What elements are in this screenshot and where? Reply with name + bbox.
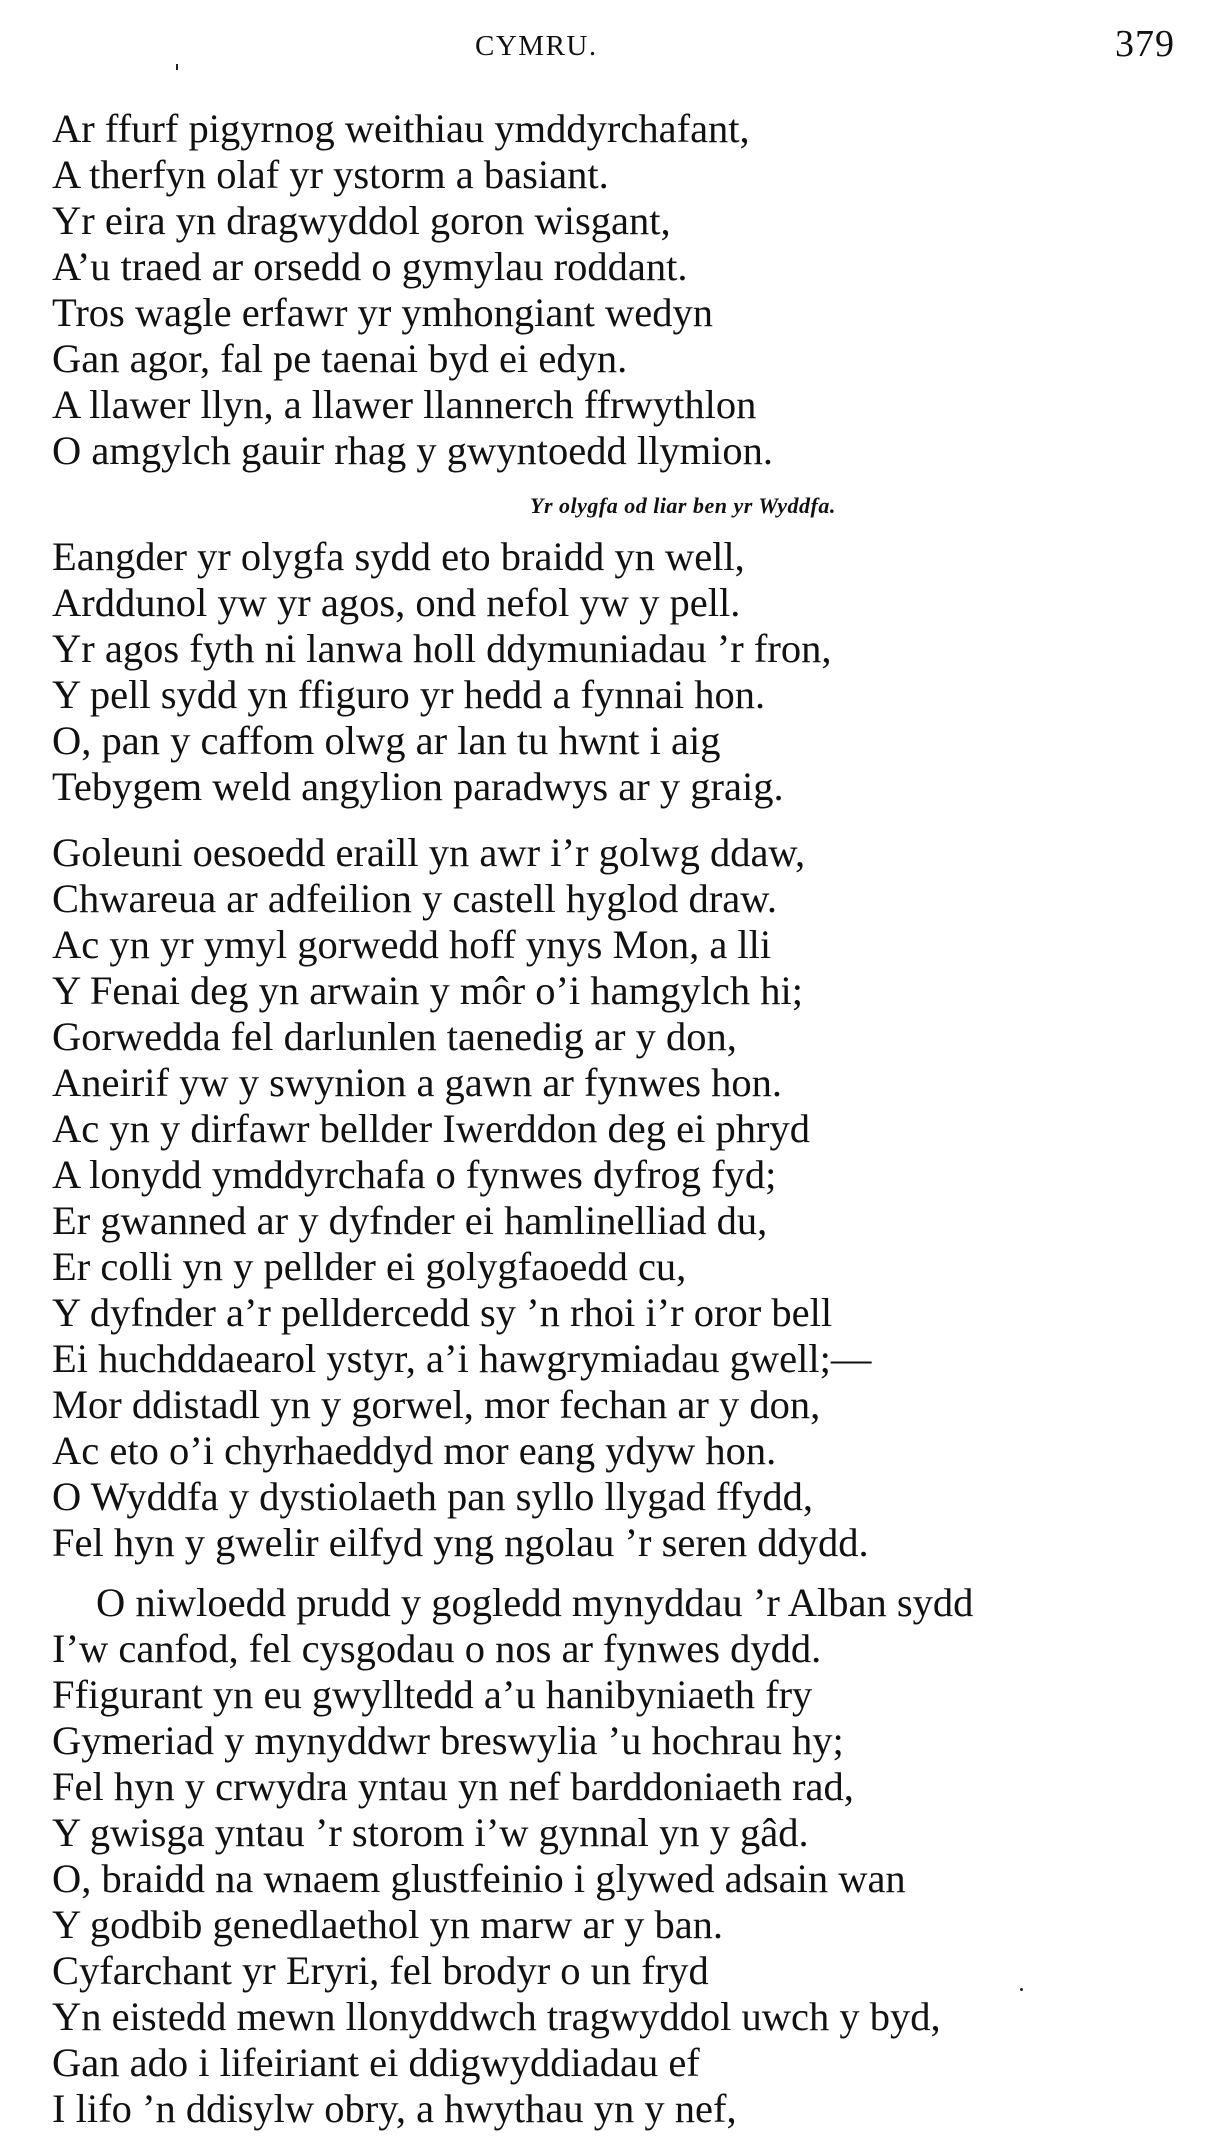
verse-line: Y pell sydd yn ffiguro yr hedd a fynnai hon. — [52, 672, 766, 717]
stanza — [52, 830, 1172, 1566]
verse-line: A llawer llyn, a llawer llannerch ffrwythlon — [52, 382, 757, 427]
verse-line: I lifo ’n ddisylw obry, a hwythau yn y nef, — [52, 2086, 737, 2131]
verse-line: I’w canfod, fel cysgodau o nos ar fynwes dydd. — [52, 1626, 822, 1671]
verse-line: Tebygem weld angylion paradwys ar y graig. — [52, 764, 784, 809]
verse-line: Gan agor, fal pe taenai byd ei edyn. — [52, 336, 628, 381]
verse-line: Y dyfnder a’r pelldercedd sy ’n rhoi i’r oror bell — [52, 1290, 833, 1335]
verse-line: Er colli yn y pellder ei golygfaoedd cu, — [52, 1244, 687, 1289]
verse-line: Cyfarchant yr Eryri, fel brodyr o un fryd — [52, 1948, 709, 1993]
stanza — [52, 106, 1172, 474]
verse-line: Aneirif yw y swynion a gawn ar fynwes hon. — [52, 1060, 782, 1105]
verse-line: Mor ddistadl yn y gorwel, mor fechan ar y don, — [52, 1382, 821, 1427]
verse-line: Tros wagle erfawr yr ymhongiant wedyn — [52, 290, 713, 335]
verse-line: Yn eistedd mewn llonyddwch tragwyddol uwch y byd, — [52, 1994, 941, 2039]
verse-line: Gymeriad y mynyddwr breswylia ’u hochrau hy; — [52, 1718, 844, 1763]
stanza — [52, 1580, 1172, 2132]
verse-line: O, pan y caffom olwg ar lan tu hwnt i aig — [52, 718, 721, 763]
verse-line: A lonydd ymddyrchafa o fynwes dyfrog fyd; — [52, 1152, 777, 1197]
verse-line: A therfyn olaf yr ystorm a basiant. — [52, 152, 609, 197]
verse-line: Gan ado i lifeiriant ei ddigwyddiadau ef — [52, 2040, 700, 2085]
verse-line: Yr agos fyth ni lanwa holl ddymuniadau ’r fron, — [52, 626, 832, 671]
stanza — [52, 534, 1172, 810]
verse-line: Y Fenai deg yn arwain y môr o’i hamgylch hi; — [52, 968, 803, 1013]
page-number: 379 — [1115, 23, 1175, 65]
verse-line: Ei huchddaearol ystyr, a’i hawgrymiadau gwell;— — [52, 1336, 872, 1381]
verse-line: Ac yn y dirfawr bellder Iwerddon deg ei phryd — [52, 1106, 810, 1151]
verse-line: Arddunol yw yr agos, ond nefol yw y pell. — [52, 580, 741, 625]
verse-line: O amgylch gauir rhag y gwyntoedd llymion. — [52, 428, 773, 473]
verse-line: Eangder yr olygfa sydd eto braidd yn well, — [52, 534, 745, 579]
verse-line: Goleuni oesoedd eraill yn awr i’r golwg ddaw, — [52, 830, 806, 875]
verse-line: Er gwanned ar y dyfnder ei hamlinelliad du, — [52, 1198, 768, 1243]
verse-line: Gorwedda fel darlunlen taenedig ar y don, — [52, 1014, 737, 1059]
print-speck — [176, 64, 178, 70]
verse-line: Ar ffurf pigyrnog weithiau ymddyrchafant, — [52, 106, 750, 151]
verse-line: Yr eira yn dragwyddol goron wisgant, — [52, 198, 671, 243]
verse-line: Ac eto o’i chyrhaeddyd mor eang ydyw hon. — [52, 1428, 777, 1473]
verse-line: Y godbib genedlaethol yn marw ar y ban. — [52, 1902, 724, 1947]
verse-line: Ffigurant yn eu gwylltedd a’u hanibyniaeth fry — [52, 1672, 813, 1717]
section-heading: Yr olygfa od liar ben yr Wyddfa. — [530, 493, 836, 518]
verse-line: Fel hyn y crwydra yntau yn nef barddoniaeth rad, — [52, 1764, 854, 1809]
verse-line: Fel hyn y gwelir eilfyd yng ngolau ’r seren ddydd. — [52, 1520, 869, 1565]
running-title: CYMRU. — [475, 30, 598, 62]
verse-line: O niwloedd prudd y gogledd mynyddau ’r Alban sydd — [96, 1580, 974, 1625]
verse-line: Y gwisga yntau ’r storom i’w gynnal yn y gâd. — [52, 1810, 809, 1855]
verse-line: O Wyddfa y dystiolaeth pan syllo llygad ffydd, — [52, 1474, 813, 1519]
print-speck — [1020, 1988, 1023, 1991]
verse-line: Chwareua ar adfeilion y castell hyglod draw. — [52, 876, 777, 921]
page-header — [0, 20, 1213, 70]
verse-line: O, braidd na wnaem glustfeinio i glywed adsain wan — [52, 1856, 906, 1901]
verse-line: Ac yn yr ymyl gorwedd hoff ynys Mon, a lli — [52, 922, 772, 967]
verse-line: A’u traed ar orsedd o gymylau roddant. — [52, 244, 688, 289]
